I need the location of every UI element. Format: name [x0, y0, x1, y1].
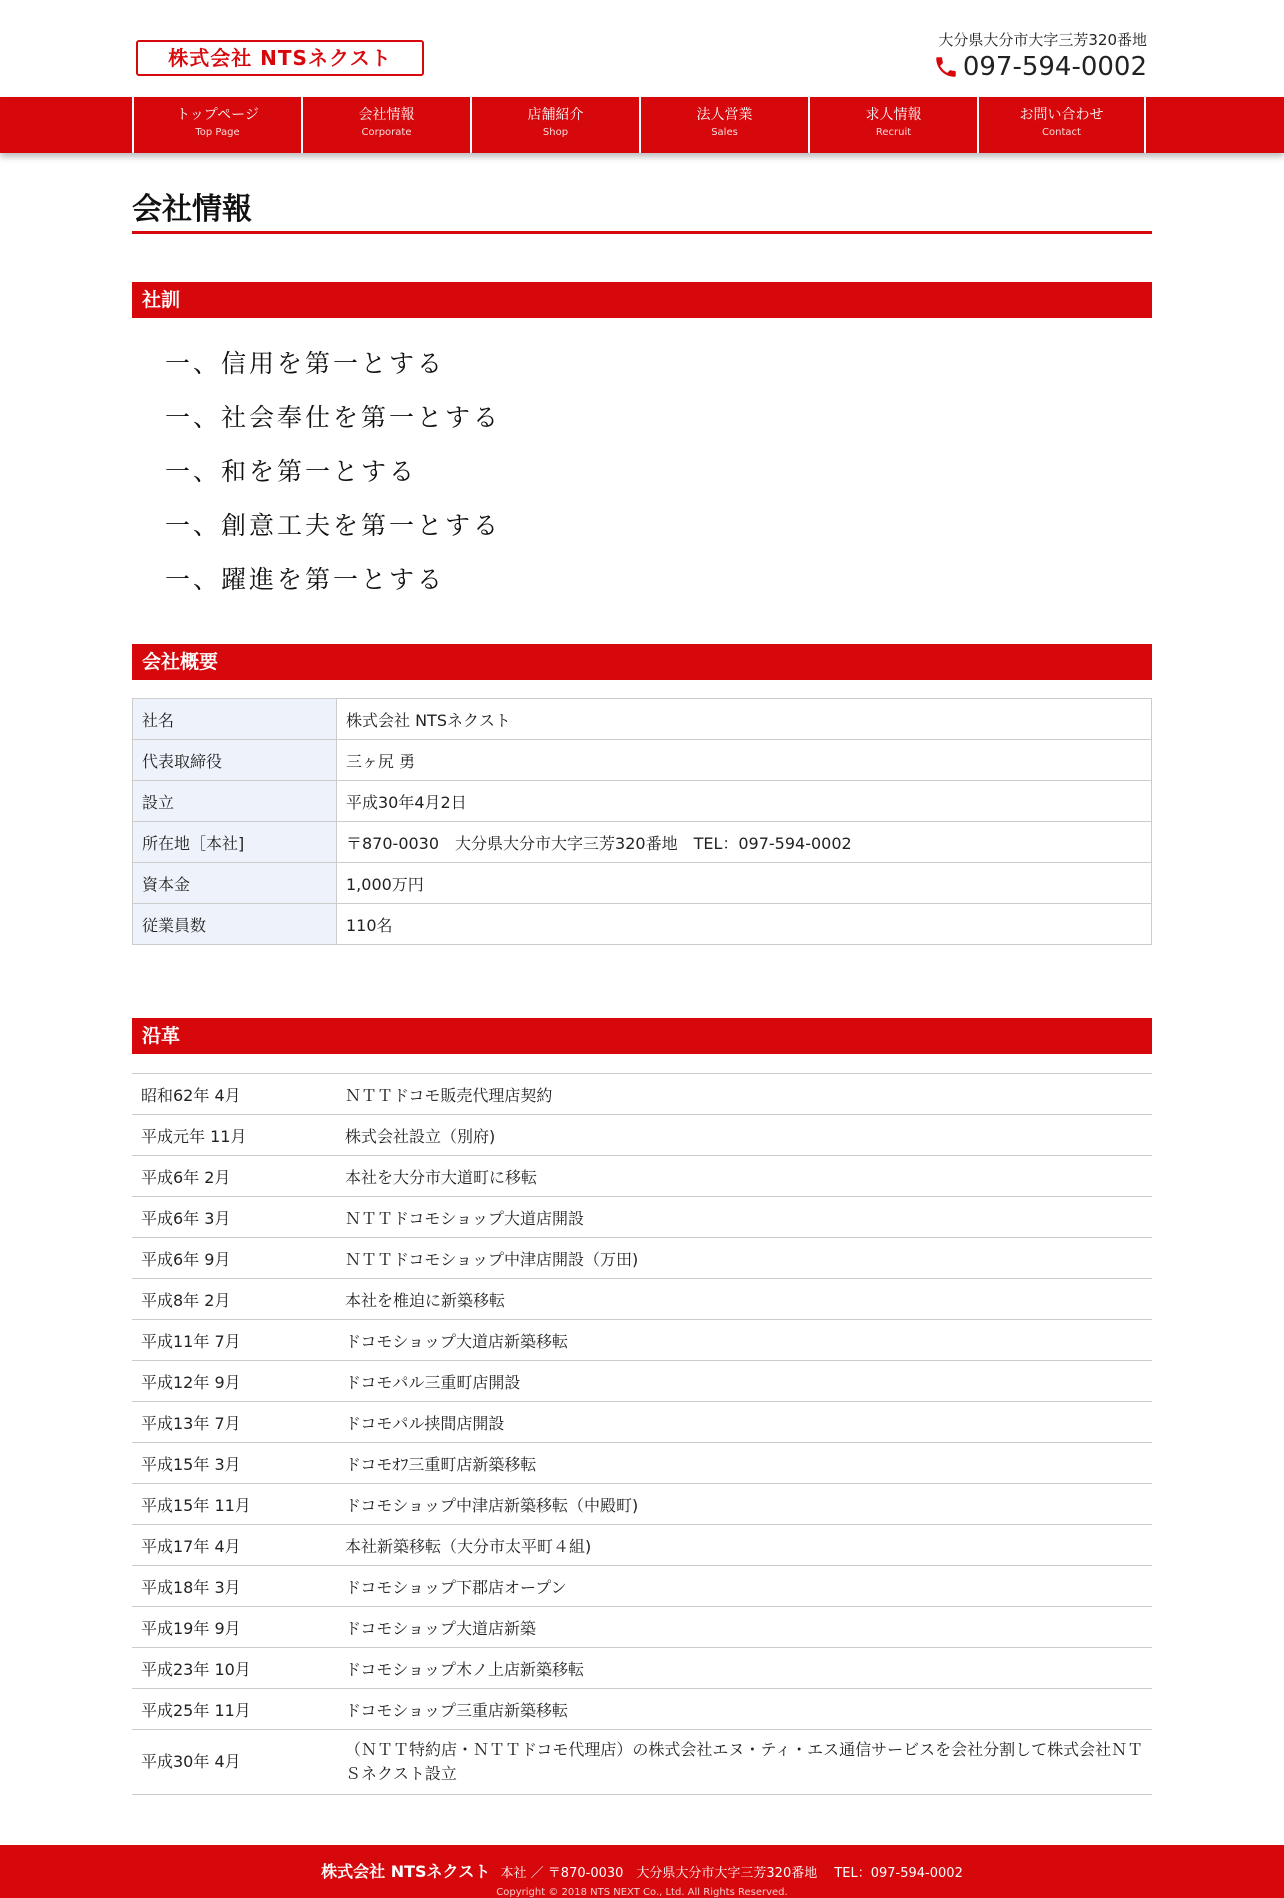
page-title: 会社情報: [132, 190, 1152, 234]
nav-item-recruit[interactable]: [808, 97, 977, 153]
row-key: 設立: [133, 781, 337, 822]
table-row: [133, 822, 1152, 863]
history-event: ＮＴＴドコモショップ大道店開設: [336, 1197, 1152, 1238]
history-table: [132, 1073, 1152, 1795]
history-date: 平成8年 2月: [132, 1279, 336, 1320]
header-phone-number: 097-594-0002: [962, 52, 1147, 82]
history-event: ドコモショップ大道店新築: [336, 1607, 1152, 1648]
history-event: ドコモショップ大道店新築移転: [336, 1320, 1152, 1361]
header-phone[interactable]: [933, 52, 1147, 82]
row-key: 従業員数: [133, 904, 337, 945]
nav-sublabel: Shop: [542, 127, 569, 138]
footer-copyright: Copyright © 2018 NTS NEXT Co., Ltd. All Rights Reserved.: [496, 1887, 788, 1898]
nav-sublabel: Corporate: [361, 127, 412, 138]
nav-sublabel: Sales: [711, 127, 738, 138]
history-event: 株式会社設立（別府): [336, 1115, 1152, 1156]
motto-line: 一、信用を第一とする: [165, 349, 446, 378]
table-row: [132, 1279, 1152, 1320]
company-logo[interactable]: 株式会社 NTSネクスト: [136, 40, 424, 76]
history-date: 平成15年 11月: [132, 1484, 336, 1525]
table-row: [132, 1484, 1152, 1525]
nav-sublabel: Recruit: [875, 127, 912, 138]
history-date: 平成15年 3月: [132, 1443, 336, 1484]
nav-item-sales[interactable]: [639, 97, 808, 153]
row-value: 三ヶ尻 勇: [337, 740, 1152, 781]
nav-item-contact[interactable]: [977, 97, 1146, 153]
motto-line: 一、和を第一とする: [165, 457, 418, 486]
nav-label: トップページ: [176, 107, 259, 123]
row-value: 平成30年4月2日: [337, 781, 1152, 822]
nav-sublabel: Top Page: [195, 127, 240, 138]
table-row: [132, 1648, 1152, 1689]
row-key: 所在地［本社]: [133, 822, 337, 863]
history-event: 本社を椎迫に新築移転: [336, 1279, 1152, 1320]
table-row: [132, 1361, 1152, 1402]
footer-address: 本社 ／ 〒870-0030 大分県大分市大字三芳320番地 TEL：097-594-0002: [500, 1866, 963, 1881]
footer-info: [0, 1859, 1284, 1882]
history-date: 平成6年 2月: [132, 1156, 336, 1197]
table-row: [133, 781, 1152, 822]
motto-heading: 社訓: [132, 282, 1152, 318]
motto-line: 一、創意工夫を第一とする: [165, 511, 502, 540]
site-footer: [0, 1845, 1284, 1898]
history-event: ＮＴＴドコモショップ中津店開設（万田): [336, 1238, 1152, 1279]
history-date: 平成19年 9月: [132, 1607, 336, 1648]
history-date: 平成25年 11月: [132, 1689, 336, 1730]
table-row: [132, 1607, 1152, 1648]
history-date: 平成6年 3月: [132, 1197, 336, 1238]
history-event: ドコモショップ下郡店オープン: [336, 1566, 1152, 1607]
table-row: [132, 1443, 1152, 1484]
table-row: [132, 1320, 1152, 1361]
row-value: 〒870-0030 大分県大分市大字三芳320番地 TEL：097-594-0002: [337, 822, 1152, 863]
footer-company-name: 株式会社 NTSネクスト: [321, 1862, 491, 1881]
history-date: 平成12年 9月: [132, 1361, 336, 1402]
nav-label: お問い合わせ: [1019, 107, 1104, 123]
table-row: [132, 1115, 1152, 1156]
table-row: [132, 1402, 1152, 1443]
history-event: （ＮＴＴ特約店・ＮＴＴドコモ代理店）の株式会社エヌ・ティ・エス通信サービスを会社分割して株式会社ＮＴＳネクスト設立: [336, 1730, 1152, 1795]
history-date: 平成30年 4月: [132, 1730, 336, 1795]
history-date: 昭和62年 4月: [132, 1074, 336, 1115]
nav-label: 法人営業: [696, 107, 753, 123]
row-value: 110名: [337, 904, 1152, 945]
table-row: [132, 1525, 1152, 1566]
motto-line: 一、躍進を第一とする: [165, 565, 446, 594]
history-event: ドコモショップ三重店新築移転: [336, 1689, 1152, 1730]
row-key: 社名: [133, 699, 337, 740]
table-row: [132, 1074, 1152, 1115]
table-row: [133, 904, 1152, 945]
overview-table: [132, 698, 1152, 945]
row-value: 1,000万円: [337, 863, 1152, 904]
header-address: 大分県大分市大字三芳320番地: [938, 31, 1147, 49]
motto-line: 一、社会奉仕を第一とする: [165, 403, 502, 432]
table-row: [133, 863, 1152, 904]
history-date: 平成13年 7月: [132, 1402, 336, 1443]
motto-list: [165, 342, 765, 612]
history-event: ドコモｵﾌ三重町店新築移転: [336, 1443, 1152, 1484]
global-nav: [0, 97, 1284, 153]
history-date: 平成23年 10月: [132, 1648, 336, 1689]
history-date: 平成18年 3月: [132, 1566, 336, 1607]
history-event: ドコモパル挟間店開設: [336, 1402, 1152, 1443]
nav-label: 会社情報: [358, 107, 415, 123]
row-key: 代表取締役: [133, 740, 337, 781]
table-row: [132, 1238, 1152, 1279]
history-event: ドコモショップ中津店新築移転（中殿町): [336, 1484, 1152, 1525]
site-header: [0, 0, 1284, 97]
history-date: 平成17年 4月: [132, 1525, 336, 1566]
table-row: [133, 740, 1152, 781]
overview-heading: 会社概要: [132, 644, 1152, 680]
nav-label: 求人情報: [865, 107, 922, 123]
table-row: [132, 1566, 1152, 1607]
nav-label: 店舗紹介: [527, 107, 584, 123]
history-date: 平成元年 11月: [132, 1115, 336, 1156]
phone-icon: [933, 53, 959, 81]
history-date: 平成6年 9月: [132, 1238, 336, 1279]
history-heading: 沿革: [132, 1018, 1152, 1054]
nav-sublabel: Contact: [1042, 127, 1081, 138]
table-row: [132, 1156, 1152, 1197]
history-event: ドコモパル三重町店開設: [336, 1361, 1152, 1402]
history-date: 平成11年 7月: [132, 1320, 336, 1361]
table-row: [132, 1730, 1152, 1795]
history-event: ドコモショップ木ノ上店新築移転: [336, 1648, 1152, 1689]
nav-item-top[interactable]: [132, 97, 301, 153]
row-key: 資本金: [133, 863, 337, 904]
table-row: [132, 1689, 1152, 1730]
table-row: [133, 699, 1152, 740]
table-row: [132, 1197, 1152, 1238]
history-event: 本社を大分市大道町に移転: [336, 1156, 1152, 1197]
history-event: ＮＴＴドコモ販売代理店契約: [336, 1074, 1152, 1115]
row-value: 株式会社 NTSネクスト: [337, 699, 1152, 740]
history-event: 本社新築移転（大分市太平町４組): [336, 1525, 1152, 1566]
nav-item-corporate[interactable]: [301, 97, 470, 153]
nav-item-shop[interactable]: [470, 97, 639, 153]
